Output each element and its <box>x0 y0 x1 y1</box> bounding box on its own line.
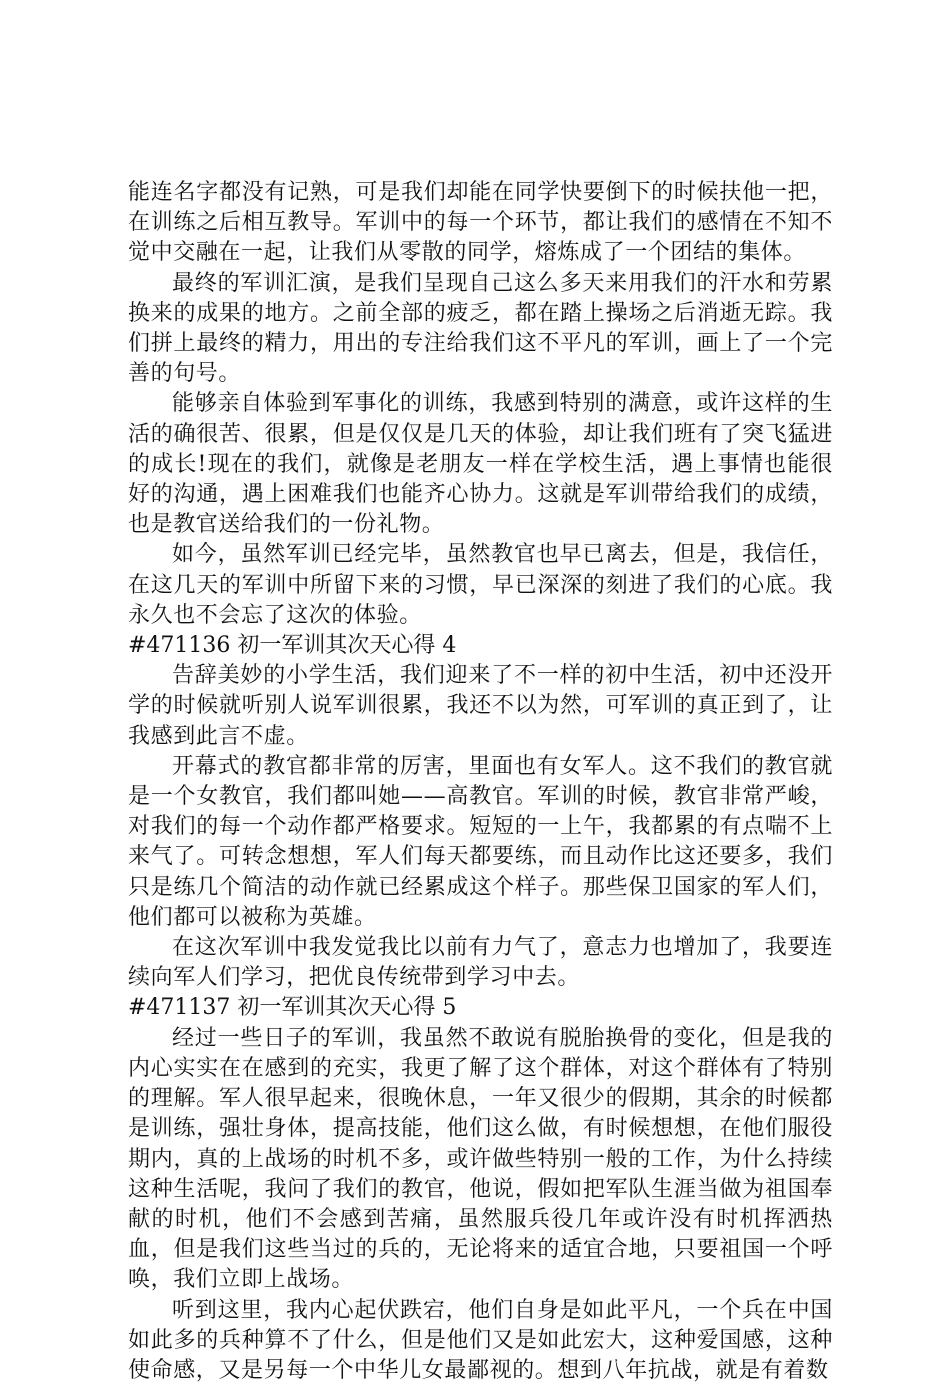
section-heading: #471137 初一军训其次天心得 5 <box>128 995 457 1021</box>
paragraph: 最终的军训汇演，是我们呈现自己这么多天来用我们的汗水和劳累换来的成果的地方。之前全部的疲乏，都在踏上操场之后消逝无踪。我们拼上最终的精力，用出的专注给我们这不平凡的军训，画上了一个完善的句号。 <box>128 270 833 387</box>
document-body <box>128 178 833 1386</box>
paragraph-continuation: 能连名字都没有记熟，可是我们却能在同学快要倒下的时候扶他一把，在训练之后相互教导。军训中的每一个环节，都让我们的感情在不知不觉中交融在一起，让我们从零散的同学，熔炼成了一个团结的集体。 <box>128 180 833 266</box>
paragraph: 告辞美妙的小学生活，我们迎来了不一样的初中生活，初中还没开学的时候就听别人说军训很累，我还不以为然，可军训的真正到了，让我感到此言不虚。 <box>128 663 833 749</box>
paragraph: 在这次军训中我发觉我比以前有力气了，意志力也增加了，我要连续向军人们学习，把优良传统带到学习中去。 <box>128 935 833 991</box>
paragraph: 听到这里，我内心起伏跌宕，他们自身是如此平凡，一个兵在中国如此多的兵种算不了什么，但是他们又是如此宏大，这种爱国感，这种使命感，又是另每一个中华儿女最鄙视的。想到八年抗战，就是有着数 <box>128 1297 833 1383</box>
paragraph: 如今，虽然军训已经完毕，虽然教官也早已离去，但是，我信任，在这几天的军训中所留下来的习惯，早已深深的刻进了我们的心底。我永久也不会忘了这次的体验。 <box>128 542 833 628</box>
paragraph: 开幕式的教官都非常的厉害，里面也有女军人。这不我们的教官就是一个女教官，我们都叫她——高教官。军训的时候，教官非常严峻，对我们的每一个动作都严格要求。短短的一上午，我都累的有点喘不上来气了。可转念想想，军人们每天都要练，而且动作比这还要多，我们只是练几个简洁的动作就已经累成这个样子。那些保卫国家的军人们，他们都可以被称为英雄。 <box>128 753 833 930</box>
section-heading: #471136 初一军训其次天心得 4 <box>128 633 457 659</box>
paragraph: 能够亲自体验到军事化的训练，我感到特别的满意，或许这样的生活的确很苦、很累，但是仅仅是几天的体验，却让我们班有了突飞猛进的成长!现在的我们，就像是老朋友一样在学校生活，遇上事情也能很好的沟通，遇上困难我们也能齐心协力。这就是军训带给我们的成绩，也是教官送给我们的一份礼物。 <box>128 391 833 538</box>
paragraph: 经过一些日子的军训，我虽然不敢说有脱胎换骨的变化，但是我的内心实实在在感到的充实，我更了解了这个群体，对这个群体有了特别的理解。军人很早起来，很晚休息，一年又很少的假期，其余的时候都是训练，强壮身体，提高技能，他们这么做，有时候想想，在他们服役期内，真的上战场的时机不多，或许做些特别一般的工作，为什么持续这种生活呢，我问了我们的教官，他说，假如把军队生涯当做为祖国奉献的时机，他们不会感到苦痛，虽然服兵役几年或许没有时机挥洒热血，但是我们这些当过的兵的，无论将来的适宜合地，只要祖国一个呼唤，我们立即上战场。 <box>128 1025 833 1293</box>
